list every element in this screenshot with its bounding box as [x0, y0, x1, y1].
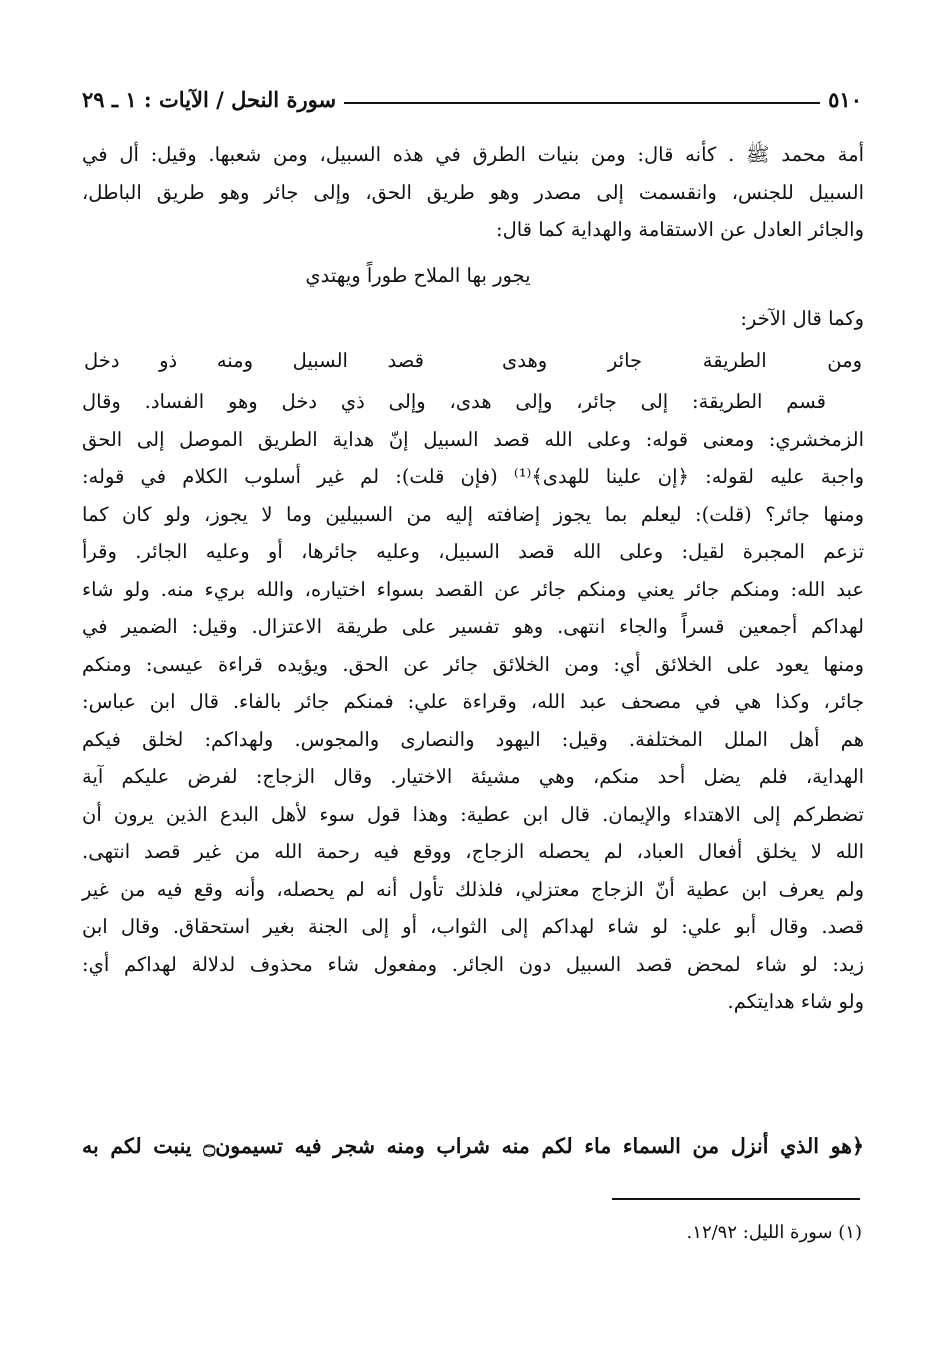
text-line: ولم يعرف ابن عطية أنّ الزجاج معتزلي، فلذلك تأول أنه لم يحصله، وأنه وقع فيه من غير [82, 877, 864, 901]
text-line: قسم الطريقة: إلى جائر، وإلى هدى، وإلى ذي دخل وهو الفساد. وقال [82, 390, 826, 413]
text-line: تضطركم إلى الاهتداء والإيمان. قال ابن عطية: وهذا قول سوء لأهل البدع الذين يرون أن [82, 802, 864, 826]
poem-verse [82, 342, 864, 380]
text-line: الهداية، فلم يضل أحد منكم، وهي مشيئة الاختيار. وقال الزجاج: لفرض عليكم آية [82, 765, 864, 788]
text-line: زيد: لو شاء لمحض قصد السبيل دون الجائر. ومفعول شاء محذوف لدلالة لهداكم أي: [82, 952, 864, 976]
text-line: عبد الله: ومنكم جائر يعني ومنكم جائر عن القصد بسواء اختياره، والله بريء منه. ولو شاء [82, 577, 864, 601]
text-line: لهداكم أجمعين قسراً والجاء انتهى. وهو تفسير على طريقة الاعتزال. وقيل: الضمير في [82, 615, 864, 638]
page-number: ٥١٠ [828, 87, 862, 112]
text-line: ومنها يعود على الخلائق أي: ومن الخلائق جائر عن الحق. ويؤيده قراءة عيسى: ومنكم [82, 652, 864, 676]
footnote-separator [612, 1198, 860, 1200]
running-title: سورة النحل / الآيات : ١ ـ ٢٩ [82, 87, 337, 112]
page-header [82, 82, 862, 112]
text-line: والجائر العادل عن الاستقامة والهداية كما قال: [496, 218, 864, 241]
text-line: أمة محمد ﷺ . كأنه قال: ومن بنيات الطرق في هذه السبيل، ومن شعبها. وقيل: أل في [82, 143, 864, 166]
text-line: هم أهل الملل المختلفة. وقيل: اليهود والنصارى والمجوس. ولهداكم: لخلق فيكم [82, 727, 864, 751]
footnote: (١) سورة الليل: ١٢/٩٢. [686, 1222, 862, 1243]
quran-verse: ﴿هو الذي أنزل من السماء ماء لكم منه شراب ومنه شجر فيه تسيمون۝ ينبت لكم به [82, 1134, 864, 1158]
text-line: واجبة عليه لقوله: ﴿إن علينا للهدى﴾⁽¹⁾ (فإن قلت): لم غير أسلوب الكلام في قوله: [82, 465, 864, 488]
text-line: ولو شاء هدايتكم. [727, 990, 864, 1013]
main-text [82, 136, 864, 1021]
text-line: ومنها جائر؟ (قلت): ليعلم بما يجوز إضافته إليه من السبيلين وما لا يجوز، ولو كان كما [82, 502, 864, 526]
text-line: الزمخشري: ومعنى قوله: وعلى الله قصد السبيل إنّ هداية الطريق الموصل إلى الحق [82, 427, 864, 451]
header-rule [344, 102, 820, 104]
text-line: السبيل للجنس، وانقسمت إلى مصدر وهو طريق الحق، وإلى جائر وهو طريق الباطل، [82, 180, 864, 204]
text-line: قصد. وقال أبو علي: لو شاء لهداكم إلى الثواب، أو إلى الجنة بغير استحقاق. وقال ابن [82, 915, 864, 938]
text-line: وكما قال الآخر: [740, 307, 864, 330]
text-line: تزعم المجبرة لقيل: وعلى الله قصد السبيل، وعليه جائرها، أو وعليه الجائر. وقرأ [82, 540, 864, 563]
poem-hemistich-second: قصد السبيل ومنه ذو دخل [84, 348, 424, 372]
poem-hemistich: يجور بها الملاح طوراً ويهتدي [305, 263, 531, 287]
text-line: جائر، وكذا هي في مصحف عبد الله، وقراءة علي: فمنكم جائر بالفاء. قال ابن عباس: [82, 690, 864, 713]
poem-hemistich-first: ومن الطريقة جائر وهدى [502, 348, 862, 372]
text-line: الله لا يخلق أفعال العباد، لم يحصله الزجاج، ووقع فيه رحمة الله من غير قصد انتهى. [82, 840, 864, 863]
